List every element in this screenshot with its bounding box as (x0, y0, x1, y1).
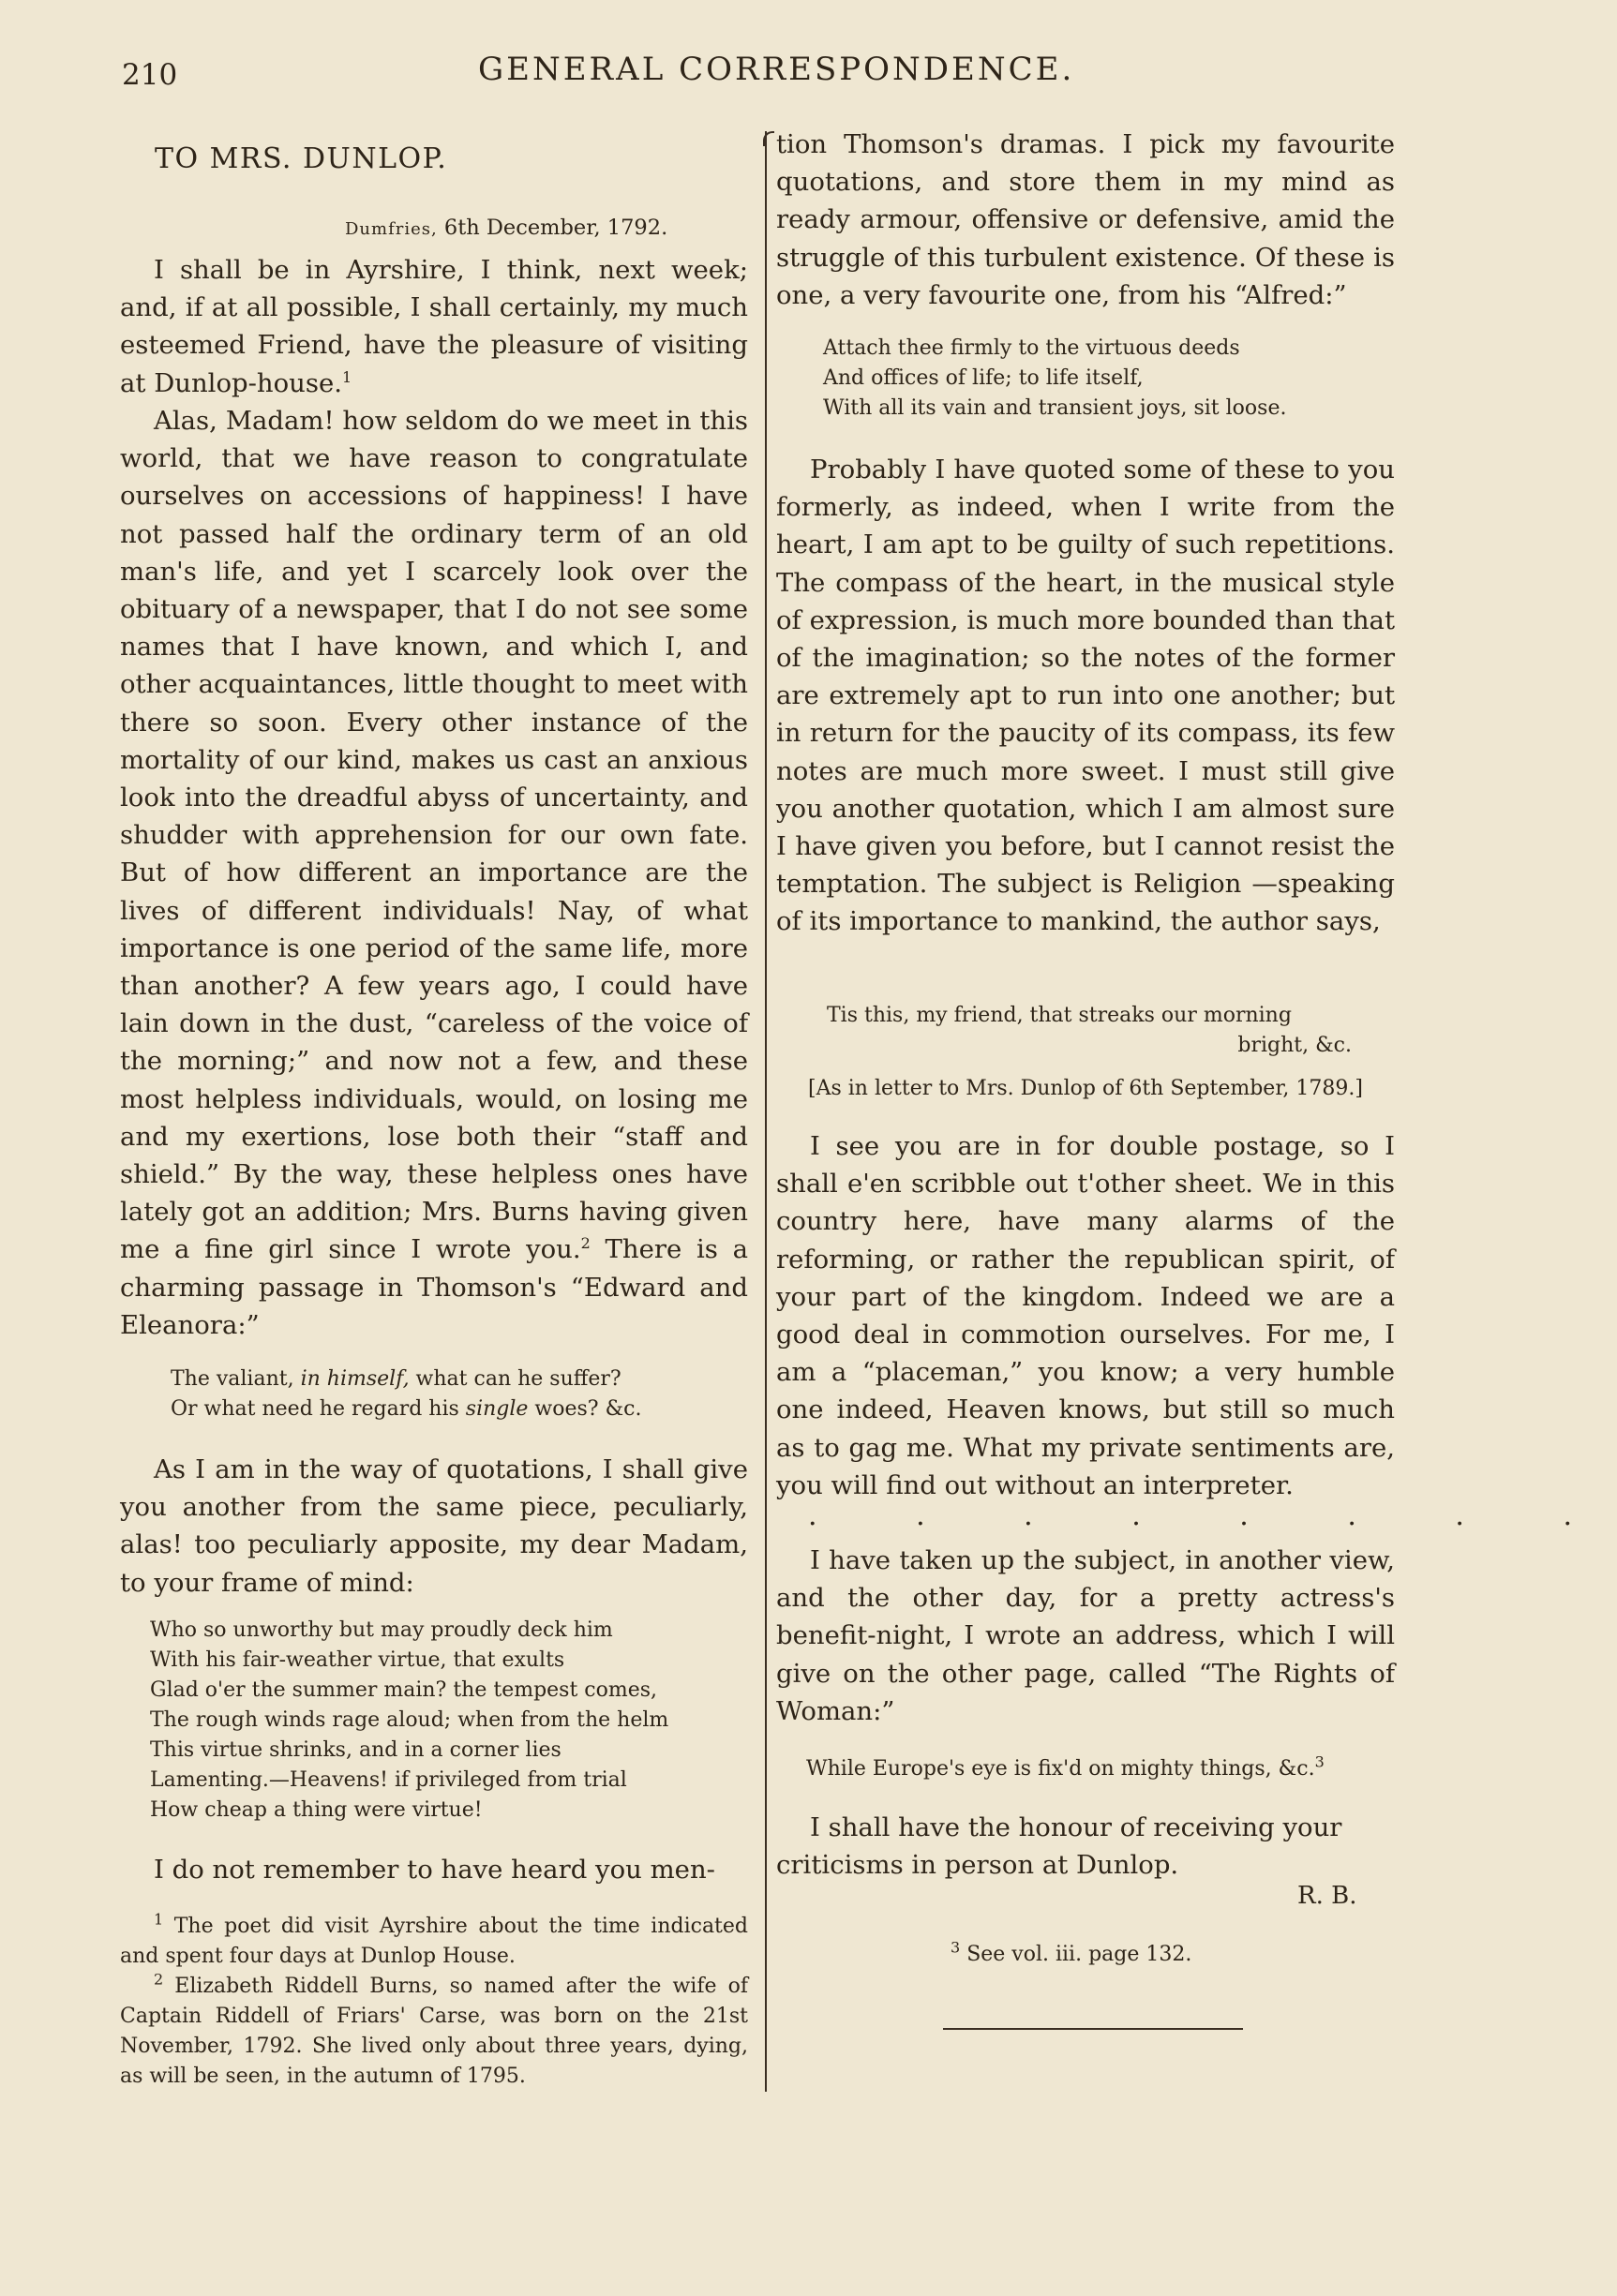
verse-line: Lamenting.—Heavens! if privileged from trial (150, 1768, 627, 1792)
signature: R. B. (1297, 1882, 1357, 1910)
right-paragraph-3: I see you are in for double postage, so I shall e'en scribble out t'other sheet. We in this country here, have many alarms of the reforming, or rather the republican spirit, of your part of the kingdom. Indeed we are a good deal in commotion ourselves. For me, I am a “placeman,” you know; a very humble one indeed, Heaven knows, but still so much as to gag me. What my private sentiments are, you will find out without an interpreter. (776, 1131, 1395, 1500)
verse-line: With his fair-weather virtue, that exults (150, 1648, 565, 1672)
right-paragraph-1: tion Thomson's dramas. I pick my favourite quotations, and store them in my mind as ready armour, offensive or defensive, amid the struggle of this turbulent existence. Of these is one, a very favourite one, from his “Alfred:” (776, 129, 1395, 310)
quote-edward-eleanora-2 (150, 1616, 668, 1826)
verse-line: This virtue shrinks, and in a corner lies (150, 1738, 561, 1762)
footnote-ref-2: 2 (580, 1234, 591, 1253)
column-divider (765, 131, 767, 2092)
quote-edward-eleanora (171, 1364, 642, 1424)
right-paragraph-2: Probably I have quoted some of these to you formerly, as indeed, when I write from the heart, I am apt to be guilty of such repetitions. The compass of the heart, in the musical style of expression, is much more bounded than that of the imagination; so the notes of the former are extremely apt to run into one another; but in return for the paucity of its compass, its few notes are much more sweet. I must still give you another quotation, which I am almost sure I have given you before, but I cannot resist the temptation. The subject is Religion —speaking of its importance to mankind, the author says, (776, 455, 1395, 937)
quote-alfred (823, 334, 1286, 424)
footnotes-left (120, 1912, 748, 2092)
left-paragraph-1: I shall be in Ayrshire, I think, next week; and, if at all possible, I shall certainly, my much esteemed Friend, have the pleasure of visiting at Dunlop-house.$^1$ (120, 255, 748, 398)
left-paragraph-2: Alas, Madam! how seldom do we meet in this world, that we have reason to congratulate ourselves on accessions of happiness! I have not passed half the ordinary term of an old man's life, and yet I scarcely look over the obituary of a newspaper, that I do not see some names that I have known, and which I, and other acquaintances, little thought to meet with there so soon. Every other instance of the mortality of our kind, makes us cast an anxious look into the dreadful abyss of uncertainty, and shudder with apprehension for our own fate. But of how different an importance are the lives of different individuals! Nay, of what importance is one period of the same life, more than another? A few years ago, I could have lain down in the dust, “careless of the voice of the morning;” and now not a few, and these most helpless individuals, would, on losing me and my exertions, lose both their “staff and shield.” By the way, these helpless ones have lately got an addition; Mrs. Burns having given me a fine girl since I wrote you.$^2$ There is a charming passage in Thomson's “Edward and Eleanora:” (120, 406, 749, 1340)
verse-line: Who so unworthy but may proudly deck him (150, 1618, 613, 1642)
verse-line: Or what need he regard his single woes? &c. (171, 1397, 642, 1421)
quote-religion (827, 1001, 1352, 1061)
verse-line: Tis this, my friend, that streaks our morning (827, 1004, 1292, 1027)
footnote-1: $^1$ The poet did visit Ayrshire about the time indicated and spent four days at Dunlop House. (120, 1910, 748, 1968)
dateline-date: 6th December, 1792. (443, 216, 668, 240)
verse-line: With all its vain and transient joys, sit loose. (823, 396, 1287, 420)
verse-line: bright, &c. (1237, 1034, 1352, 1057)
footnote-2: $^2$ Elizabeth Riddell Burns, so named after the wife of Captain Riddell of Friars' Carse, was born on the 21st November, 1792. She lived only about three years, dying, as will be seen, in the autumn of 1795. (120, 1970, 748, 2088)
quote-rights-of-woman: While Europe's eye is fix'd on mighty things, &c.$^3$ (806, 1752, 1325, 1781)
footnote-ref-3: 3 (1314, 1752, 1325, 1771)
verse-line: Attach thee firmly to the virtuous deeds (823, 336, 1240, 360)
footnote-3: $^3$ See vol. iii. page 132. (951, 1938, 1192, 1966)
left-paragraph-4: I do not remember to have heard you men- (154, 1855, 715, 1885)
verse-line: Glad o'er the summer main? the tempest comes, (150, 1678, 658, 1702)
letter-title: TO MRS. DUNLOP. (155, 142, 448, 175)
ellipsis-row: . . . . . . . . (808, 1499, 1617, 1532)
verse-line: The valiant, in himself, what can he suffer? (171, 1367, 621, 1391)
bracket-note: [As in letter to Mrs. Dunlop of 6th September, 1789.] (808, 1077, 1363, 1100)
verse-line: And offices of life; to life itself, (823, 366, 1144, 390)
page-number: 210 (122, 58, 178, 92)
verse-line: How cheap a thing were virtue! (150, 1798, 483, 1822)
right-paragraph-4: I have taken up the subject, in another view, and the other day, for a pretty actress's benefit-night, I wrote an address, which I will give on the other page, called “The Rights of Woman:” (776, 1545, 1395, 1726)
dateline-place: Dumfries, (345, 219, 438, 239)
column-divider-hook (763, 131, 774, 146)
left-paragraph-3: As I am in the way of quotations, I shall give you another from the same piece, peculiarly, alas! too peculiarly apposite, my dear Madam, to your frame of mind: (120, 1454, 748, 1598)
end-rule (943, 2028, 1243, 2030)
dateline (345, 216, 667, 240)
footnote-ref-1: 1 (342, 367, 352, 386)
running-head: GENERAL CORRESPONDENCE. (478, 51, 1075, 88)
verse-line: The rough winds rage aloud; when from the helm (150, 1708, 669, 1732)
right-paragraph-5: I shall have the honour of receiving your criticisms in person at Dunlop. (776, 1812, 1342, 1881)
